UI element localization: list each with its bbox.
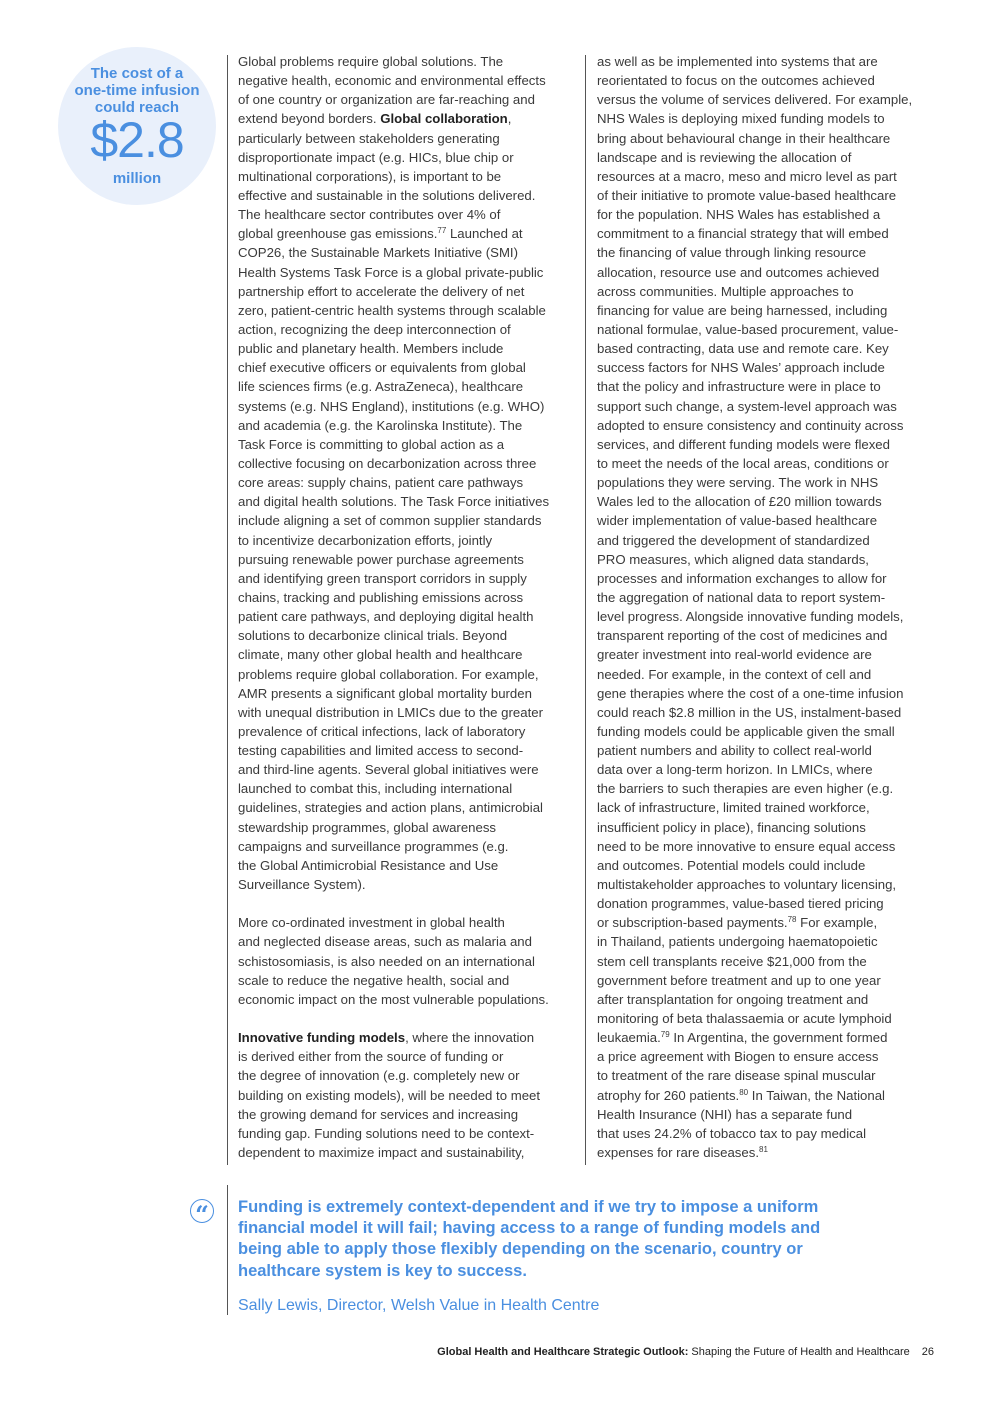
paragraph-gap: [238, 1009, 578, 1028]
bold-term-innovative-funding: Innovative funding models: [238, 1030, 406, 1046]
pull-quote: [238, 1197, 878, 1282]
text-line: disproportionate impact (e.g. HICs, blue chip or: [238, 149, 514, 165]
text-line: transparent reporting of the cost of medicines and: [597, 628, 888, 644]
text-fragment: atrophy for 260 patients.: [597, 1087, 740, 1103]
text-line: systems (e.g. NHS England), institutions (e.g. WHO): [238, 398, 545, 414]
text-line: chief executive officers or equivalents from global: [238, 360, 526, 376]
text-fragment: global greenhouse gas emissions.: [238, 226, 438, 242]
text-fragment: or subscription-based payments.: [597, 915, 788, 931]
text-line: support such change, a system-level approach was: [597, 398, 897, 414]
text-line: core areas: supply chains, patient care pathways: [238, 475, 524, 491]
text-line: The healthcare sector contributes over 4% of: [238, 207, 501, 223]
page-number: 26: [921, 1346, 934, 1358]
text-line: multistakeholder approaches to voluntary licensing,: [597, 877, 897, 893]
stat-callout-lead: [68, 65, 206, 116]
text-line: needed. For example, in the context of cell and: [597, 666, 872, 682]
stat-unit: million: [112, 170, 162, 187]
text-line: effective and sustainable in the solutions delivered.: [238, 187, 536, 203]
text-line: Task Force is committing to global action as a: [238, 436, 505, 452]
text-line: donation programmes, value-based tiered pricing: [597, 896, 884, 912]
text-line: funding gap. Funding solutions need to be context-: [238, 1125, 535, 1141]
text-line: that uses 24.2% of tobacco tax to pay medical: [597, 1125, 867, 1141]
footnote-ref-77[interactable]: 77: [437, 226, 447, 236]
text-line: that the policy and infrastructure were in place to: [597, 379, 881, 395]
text-line: is derived either from the source of funding or: [238, 1049, 504, 1065]
text-line: [238, 109, 578, 128]
text-line: collective focusing on decarbonization across three: [238, 455, 537, 471]
text-line: prevalence of critical infections, lack of laboratory: [238, 723, 526, 739]
text-line: need to be more innovative to ensure equal access: [597, 838, 896, 854]
text-line: landscape and is reviewing the allocation of: [597, 149, 852, 165]
text-fragment: ,: [405, 1030, 413, 1046]
page-footer: [437, 1346, 934, 1358]
text-line: for the population. NHS Wales has established a: [597, 207, 881, 223]
text-line: of their initiative to promote value-based healthcare: [597, 187, 897, 203]
text-line: partnership effort to accelerate the delivery of net: [238, 283, 525, 299]
paragraph-gap: [238, 894, 578, 913]
text-line: to treatment of the rare disease spinal muscular: [597, 1068, 876, 1084]
footnote-ref-78[interactable]: 78: [787, 915, 797, 925]
text-line: launched to combat this, including international: [238, 781, 513, 797]
text-line: schistosomiasis, is also needed on an international: [238, 953, 535, 969]
text-line: with unequal distribution in LMICs due to the greater: [238, 704, 543, 720]
text-line: the Global Antimicrobial Resistance and Use: [238, 857, 499, 873]
text-line: funding models could be applicable given the small: [597, 723, 895, 739]
text-line: and digital health solutions. The Task Force initiatives: [238, 494, 550, 510]
text-fragment: ,: [507, 111, 512, 127]
quote-mark-icon: “: [190, 1199, 214, 1223]
text-line: success factors for NHS Wales’ approach include: [597, 360, 885, 376]
text-line: multinational corporations), is important to be: [238, 168, 502, 184]
text-line: lack of infrastructure, limited trained workforce,: [597, 800, 870, 816]
text-line: chains, tracking and publishing emissions across: [238, 589, 524, 605]
footer-subtitle: Shaping the Future of Health and Healthcare: [688, 1346, 910, 1358]
text-line: the aggregation of national data to report system-: [597, 589, 886, 605]
text-line: financing for value are being harnessed, including: [597, 302, 888, 318]
stat-callout: [58, 47, 216, 205]
text-line: zero, patient-centric health systems through scalable: [238, 302, 546, 318]
body-column-1: [238, 52, 578, 1162]
text-line: based contracting, data use and remote care. Key: [597, 341, 889, 357]
text-line: monitoring of beta thalassaemia or acute lymphoid: [597, 1011, 892, 1027]
text-line: and triggered the development of standardized: [597, 532, 870, 548]
text-line: across communities. Multiple approaches to: [597, 283, 854, 299]
text-line: to incentivize decarbonization efforts, jointly: [238, 532, 493, 548]
text-line: solutions to decarbonize clinical trials. Beyond: [238, 628, 508, 644]
text-fragment: Launched at: [446, 226, 523, 242]
footnote-ref-79[interactable]: 79: [660, 1030, 670, 1040]
text-line: to meet the needs of the local areas, conditions or: [597, 455, 889, 471]
text-line: after transplantation for ongoing treatment and: [597, 991, 869, 1007]
text-fragment: leukaemia.: [597, 1030, 661, 1046]
text-line: economic impact on the most vulnerable populations.: [238, 991, 549, 1007]
text-line: NHS Wales is deploying mixed funding models to: [597, 111, 885, 127]
quote-divider: [227, 1185, 228, 1315]
text-line: insufficient policy in place), financing solutions: [597, 819, 866, 835]
quote-line: Funding is extremely context-dependent and if we try to impose a uniform: [238, 1198, 819, 1216]
text-line: resources at a macro, meso and micro level as part: [597, 168, 897, 184]
text-line: stem cell transplants receive $21,000 from the: [597, 953, 867, 969]
text-line: and academia (e.g. the Karolinska Institute). The: [238, 417, 523, 433]
column-divider: [585, 55, 586, 1165]
text-line: stewardship programmes, global awareness: [238, 819, 497, 835]
text-line: data over a long-term horizon. In LMICs, where: [597, 762, 873, 778]
text-line: [597, 1028, 935, 1047]
text-line: building on existing models), will be needed to meet: [238, 1087, 541, 1103]
text-line: action, recognizing the deep interconnection of: [238, 321, 511, 337]
text-line: wider implementation of value-based healthcare: [597, 513, 878, 529]
bold-term-global-collaboration: Global collaboration: [380, 111, 508, 127]
text-line: the barriers to such therapies are even higher (e.g.: [597, 781, 894, 797]
stat-lead-line: one-time infusion: [74, 82, 200, 99]
text-line: particularly between stakeholders generating: [238, 130, 500, 146]
stat-lead-line: could reach: [94, 99, 180, 116]
text-line: [238, 1028, 578, 1047]
text-line: could reach $2.8 million in the US, instalment-based: [597, 704, 902, 720]
text-line: campaigns and surveillance programmes (e.g.: [238, 838, 509, 854]
text-line: patient care pathways, and deploying digital health: [238, 609, 534, 625]
text-line: public and planetary health. Members include: [238, 341, 504, 357]
text-line: greater investment into real-world evidence are: [597, 647, 872, 663]
quote-line: healthcare system is key to success.: [238, 1261, 527, 1280]
text-line: AMR presents a significant global mortality burden: [238, 685, 532, 701]
text-line: [597, 1086, 935, 1105]
text-line: gene therapies where the cost of a one-time infusion: [597, 685, 904, 701]
text-fragment: In Taiwan, the National: [748, 1087, 885, 1103]
footer-report-title: Global Health and Healthcare Strategic Outlook:: [437, 1346, 689, 1358]
text-line: processes and information exchanges to allow for: [597, 570, 887, 586]
footnote-ref-81[interactable]: 81: [759, 1145, 768, 1155]
quote-line: being able to apply those flexibly depending on the scenario, country or: [238, 1240, 803, 1259]
text-line: populations they were serving. The work in NHS: [597, 475, 879, 491]
text-line: bring about behavioural change in their healthcare: [597, 130, 891, 146]
text-line: government before treatment and up to one year: [597, 972, 881, 988]
text-fragment: In Argentina, the government formed: [669, 1030, 888, 1046]
text-line: and identifying green transport corridors in supply: [238, 570, 527, 586]
text-line: scale to reduce the negative health, social and: [238, 972, 510, 988]
text-line: negative health, economic and environmental effects: [238, 73, 546, 89]
text-line: climate, many other global health and healthcare: [238, 647, 523, 663]
text-line: Surveillance System).: [238, 877, 366, 893]
quote-attribution: Sally Lewis, Director, Welsh Value in Health Centre: [238, 1297, 600, 1314]
text-line: the growing demand for services and increasing: [238, 1106, 519, 1122]
text-line: problems require global collaboration. For example,: [238, 666, 539, 682]
text-line: life sciences firms (e.g. AstraZeneca), healthcare: [238, 379, 524, 395]
left-divider: [227, 55, 228, 1165]
quote-line: financial model it will fail; having access to a range of funding models and: [238, 1219, 821, 1238]
text-line: level progress. Alongside innovative funding models,: [597, 609, 904, 625]
text-line: [238, 224, 578, 243]
text-line: Health Systems Task Force is a global private-public: [238, 264, 544, 280]
text-line: [597, 913, 935, 932]
text-fragment: extend beyond borders.: [238, 111, 377, 127]
text-line: national formulae, value-based procurement, value-: [597, 321, 899, 337]
text-line: versus the volume of services delivered. For example,: [597, 92, 913, 108]
text-line: the financing of value through linking resource: [597, 245, 867, 261]
text-line: More co-ordinated investment in global health: [238, 915, 505, 931]
text-fragment: For example,: [796, 915, 878, 931]
text-fragment: where the innovation: [412, 1030, 535, 1046]
text-line: and outcomes. Potential models could include: [597, 857, 866, 873]
text-line: services, and different funding models were flexed: [597, 436, 890, 452]
text-line: reorientated to focus on the outcomes achieved: [597, 73, 875, 89]
text-line: pursuing renewable power purchase agreements: [238, 551, 524, 567]
text-line: in Thailand, patients undergoing haematopoietic: [597, 934, 878, 950]
text-line: Health Insurance (NHI) has a separate fund: [597, 1106, 853, 1122]
text-line: of one country or organization are far-reaching and: [238, 92, 535, 108]
text-line: and neglected disease areas, such as malaria and: [238, 934, 532, 950]
text-line: COP26, the Sustainable Markets Initiative (SMI): [238, 245, 518, 261]
text-line: commitment to a financial strategy that will embed: [597, 226, 889, 242]
text-line: Global problems require global solutions. The: [238, 54, 504, 69]
text-line: dependent to maximize impact and sustainability,: [238, 1145, 525, 1161]
body-column-2: [597, 52, 935, 1162]
text-line: patient numbers and ability to collect real-world: [597, 743, 872, 759]
stat-lead-line: The cost of a: [90, 65, 184, 82]
text-line: allocation, resource use and outcomes achieved: [597, 264, 880, 280]
text-line: the degree of innovation (e.g. completely new or: [238, 1068, 520, 1084]
text-line: adopted to ensure consistency and continuity across: [597, 417, 904, 433]
stat-value: $2.8: [90, 112, 184, 168]
footnote-ref-80[interactable]: 80: [739, 1087, 749, 1097]
text-line: PRO measures, which aligned data standards,: [597, 551, 869, 567]
text-line: and third-line agents. Several global initiatives were: [238, 762, 539, 778]
text-line: [597, 1143, 935, 1162]
text-line: include aligning a set of common supplier standards: [238, 513, 542, 529]
text-line: testing capabilities and limited access to second-: [238, 743, 524, 759]
text-line: Wales led to the allocation of £20 million towards: [597, 494, 882, 510]
text-fragment: expenses for rare diseases.: [597, 1145, 759, 1161]
text-line: as well as be implemented into systems that are: [597, 54, 878, 69]
text-line: a price agreement with Biogen to ensure access: [597, 1049, 879, 1065]
text-line: guidelines, strategies and action plans, antimicrobial: [238, 800, 543, 816]
